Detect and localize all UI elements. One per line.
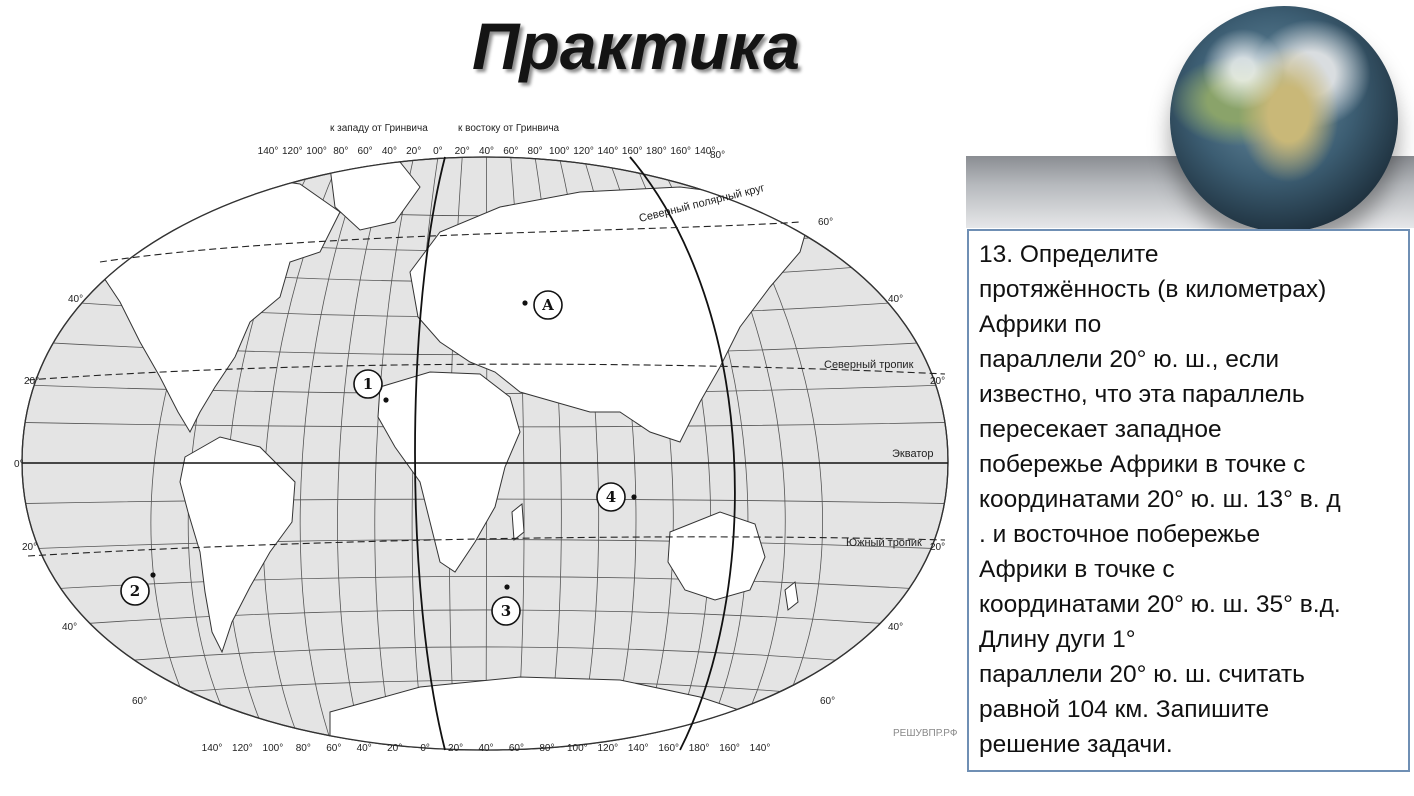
top-longitude-tick: 100° (306, 146, 327, 157)
bottom-longitude-tick: 140° (627, 743, 649, 754)
top-longitude-tick: 20° (454, 146, 470, 157)
bottom-longitude-tick: 120° (597, 743, 619, 754)
watermark: РЕШУВПР.РФ (893, 728, 958, 739)
task-text (979, 237, 1398, 762)
right-lat-label: 40° (888, 622, 904, 633)
bottom-longitude-labels (202, 743, 771, 754)
top-longitude-tick: 120° (573, 146, 594, 157)
marker-2-label: 2 (129, 582, 141, 600)
left-lat-label: 60° (132, 696, 148, 707)
task-line: 13. Определите (979, 241, 1159, 268)
right-lat-label: 20° (930, 542, 946, 553)
bottom-longitude-tick: 40° (478, 743, 494, 754)
bottom-longitude-tick: 60° (508, 743, 524, 754)
top-longitude-labels (258, 146, 716, 157)
world-map-svg (0, 112, 970, 762)
task-line: . и восточное побережье (979, 521, 1261, 548)
globe-image (1170, 6, 1398, 232)
right-lat-label: 40° (888, 294, 904, 305)
top-longitude-tick: 20° (406, 146, 422, 157)
top-longitude-tick: 120° (281, 146, 303, 157)
top-longitude-tick: 0° (433, 146, 443, 157)
task-line: координатами 20° ю. ш. 13° в. д (979, 486, 1341, 513)
bottom-longitude-tick: 160° (658, 743, 680, 754)
top-longitude-tick: 80° (333, 146, 349, 157)
task-line: координатами 20° ю. ш. 35° в.д. (979, 591, 1341, 618)
bottom-longitude-tick: 180° (688, 743, 710, 754)
bottom-longitude-tick: 100° (262, 743, 284, 754)
bottom-longitude-tick: 60° (326, 743, 342, 754)
top-longitude-tick: 80° (527, 146, 543, 157)
bottom-longitude-tick: 140° (749, 743, 771, 754)
top-longitude-tick: 100° (548, 146, 570, 157)
bottom-longitude-tick: 140° (201, 743, 223, 754)
top-longitude-tick: 160° (670, 146, 692, 157)
bottom-longitude-tick: 0° (420, 743, 430, 754)
task-line: известно, что эта параллель (979, 381, 1305, 408)
right-lat-label: 60° (820, 696, 836, 707)
task-line: пересекает западное (979, 416, 1222, 443)
task-line: параллели 20° ю. ш. считать (979, 661, 1305, 688)
slide-title: Практика (472, 9, 800, 83)
top-longitude-tick: 160° (621, 146, 643, 157)
north-tropic-label: Северный тропик (824, 359, 914, 371)
top-longitude-tick: 40° (381, 146, 397, 157)
top-longitude-tick: 180° (646, 146, 667, 157)
right-lat-label: 20° (930, 376, 946, 387)
top-longitude-tick: 40° (478, 146, 495, 157)
left-lat-label: 20° (24, 376, 40, 387)
equator-label: Экватор (892, 448, 934, 460)
top-longitude-tick: 60° (503, 146, 519, 157)
left-lat-label: 40° (68, 294, 84, 305)
bottom-longitude-tick: 80° (539, 743, 555, 754)
left-lat-label: 0° (14, 459, 24, 470)
bottom-longitude-tick: 20° (387, 743, 403, 754)
world-map (0, 112, 970, 762)
task-line: Африки по (979, 311, 1102, 338)
top-tick-end: 80° (710, 150, 726, 161)
top-longitude-tick: 60° (357, 146, 373, 157)
bottom-longitude-tick: 80° (295, 743, 311, 754)
task-line: Длину дуги 1° (979, 626, 1136, 653)
task-line: решение задачи. (979, 731, 1173, 758)
task-text-box (967, 229, 1410, 772)
task-line: равной 104 км. Запишите (979, 696, 1270, 723)
left-lat-label: 20° (22, 542, 38, 553)
right-lat-label: 60° (818, 217, 834, 228)
map-header-east: к востоку от Гринвича (458, 123, 560, 134)
left-lat-label: 40° (62, 622, 78, 633)
task-line: протяжённость (в километрах) (979, 276, 1327, 303)
bottom-longitude-tick: 120° (232, 743, 253, 754)
bottom-longitude-tick: 100° (566, 743, 588, 754)
marker-a-label: А (541, 296, 555, 314)
task-line: Африки в точке с (979, 556, 1175, 583)
bottom-longitude-tick: 40° (356, 743, 372, 754)
top-longitude-tick: 140° (257, 146, 279, 157)
task-line: побережье Африки в точке с (979, 451, 1306, 478)
south-tropic-label: Южный тропик (846, 537, 922, 549)
task-line: параллели 20° ю. ш., если (979, 346, 1280, 373)
bottom-longitude-tick: 20° (448, 743, 464, 754)
map-header-west: к западу от Гринвича (330, 123, 428, 134)
top-longitude-tick: 140° (694, 146, 716, 157)
marker-1-label: 1 (362, 375, 374, 393)
arctic-circle-label: Северный полярный круг (637, 182, 766, 225)
marker-3-label: 3 (500, 602, 512, 620)
top-longitude-tick: 140° (597, 146, 619, 157)
bottom-longitude-tick: 160° (719, 743, 740, 754)
marker-4-label: 4 (605, 488, 617, 506)
